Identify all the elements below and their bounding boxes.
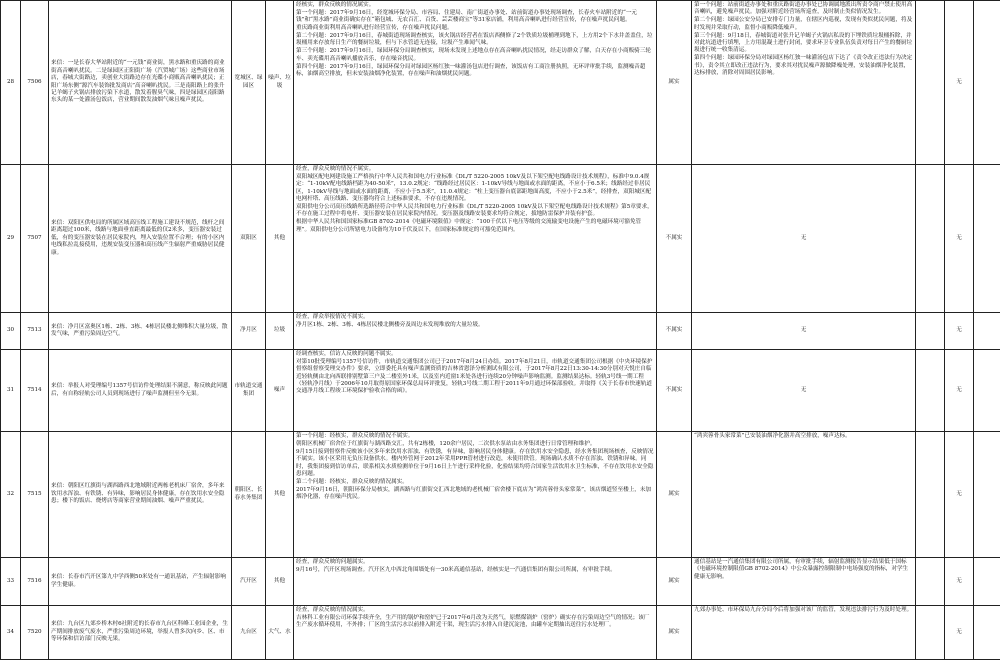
accountability: 无 <box>945 350 974 432</box>
investigation-paragraph: 9月16号，汽开区现场调查。汽开区九中西北角围墙处有一30米高通信基站，经核实是一汽通信集团有限公司所属，有审批手续。 <box>296 567 654 574</box>
empty-cell <box>974 350 1000 432</box>
investigation-paragraph: 第一个问题：2017年9月16日，经宽城环保分局、市容局、住建局、南广街道办事处、站前街道办事处现场调查，长春火车站附近的“一元钱”和“黑水路”商业街确实存在“箱包城、无农百汇、百货、芸芸楼商宝”等31家店铺，利用高音喇叭进行经营宣传，存在噪声扰民问题。 <box>296 10 654 25</box>
empty-cell <box>916 558 945 606</box>
empty-cell <box>974 1 1000 165</box>
pollution-type: 噪声、垃圾 <box>266 1 294 165</box>
handling-result <box>692 350 916 432</box>
handling-paragraph: 第一个问题：站前街道办事处和重庆路街道办事处已协调属地派出所责令商户禁止使用高音喇叭，避免噪声扰民。加强对附近经营场所巡查，及时制止类似情况发生。 <box>694 2 913 17</box>
case-id: 7515 <box>21 432 49 558</box>
investigation-paragraph: 经查，群众反映的情况属实。 <box>296 607 654 614</box>
report-text: 来信：朝阳区红旗街与湖西路西北地域附近两栋老机床厂宿舍，多年来饮用水浑浊、有铁锈、有异味，影响居民身体健康，存在饮用水安全隐患；楼下的饭店、烧烤店等商家营业期间油烟、噪声严重扰民。 <box>49 432 232 558</box>
district: 汽开区 <box>232 558 266 606</box>
investigation-paragraph: 重庆路商业街利用高音喇叭进行经营宣传，存在噪声扰民问题。 <box>296 25 654 32</box>
row-number: 31 <box>1 350 21 432</box>
investigation-paragraph: 朝阳区机械厂宿舍位于红旗街与湖西路交汇，共有2栋楼，120余户居民，二次供水泵站由水务集团进行日常管理和维护。 <box>296 441 654 448</box>
district: 净月区 <box>232 313 266 350</box>
investigation-paragraph: 吉林科工业有限公司环保手续齐全，生产用的锅炉和窑炉已于2017年6月改为天然气，原燃煤锅炉（窑炉）确实存在污染周边空气的情况；该厂生产废水循环使用，不外排；厂区的生活污水以前排入附近干渠，现生活污水排入自建沉淀池，由罐车定期抽出送往污水处理厂。 <box>296 615 654 630</box>
investigation-paragraph: 第四个问题：2017年9月16日，绿园环保分局对绿园区杨红独一味灌汤包店进行调查，该饭店有工商注册执照，无环评审批手续，监测噪音超标，油烟高空排放，但未安装油烟净化装置，存在噪声和油烟扰民问题。 <box>296 64 654 79</box>
handling-result <box>692 432 916 558</box>
case-id: 7516 <box>21 558 49 606</box>
report-text: 来信：一是长春大华站附近的“一元钱”商业街，黑水路和重庆路的商业街高音喇叭扰民。二是绿园区正阳街广场（汽贸城广场）这些商业市场店，春城大街路边，卖创业大街路边存在光碟小商贩高音喇叭扰民；正阳广场东侧“源汽车装饰批发商店”高音喇叭扰民。三是南阳路上的张升记羊蝎子火锅店排放污染下水道，散发着腥臭气味，四是绿园区南阳路东头的某一处灌汤包饭店，营业期间散发油烟气味且噪声扰民。 <box>49 1 232 165</box>
empty-cell <box>974 165 1000 313</box>
empty-cell <box>974 432 1000 558</box>
row-number: 32 <box>1 432 21 558</box>
report-text: 来信：举报人对受理编号1357号信访件处理结果不满意，称反映此问题后，有自称轻轨公司人员到现场进行了噪声监测但至今无果。 <box>49 350 232 432</box>
investigation-paragraph: 经查，群众反映的情况不属实。 <box>296 166 654 173</box>
verdict: 属实 <box>657 606 692 660</box>
investigation-paragraph: 9月15日接到督察件反映该小区多年来饮用水浑浊、有铁锈，有异味，影响居民身体健康。存在饮用水安全隐患，经水务集团现场核查，反映情况不属实。该小区采用无负压设备供水。楼内外管网于2012年采用PPR管材进行改造，未使用铁管。现场确认水质不存在浑浊、铁锈和异味。同时，我集团接到信访单后，联系相关水质检测单位于9月16日上午进行采样化验，化验结果均符合国家生活饮用水卫生标准，不存在饮用水安全隐患问题。 <box>296 449 654 479</box>
empty-cell <box>974 606 1000 660</box>
investigation-result <box>294 606 657 660</box>
empty-cell <box>916 606 945 660</box>
investigation-paragraph: 第一个问题：经核实，群众反映的情况不属实。 <box>296 433 654 440</box>
investigation-paragraph: 经调查核实，信访人反映的问题不属实。 <box>296 351 654 358</box>
handling-result <box>692 1 916 165</box>
empty-cell <box>916 1 945 165</box>
table-row <box>1 165 1000 313</box>
pollution-type: 噪声 <box>266 350 294 432</box>
investigation-paragraph: 根据中华人民共和国国家标准GB 8702-2014《电磁环境限值》中规定：“100千伏以下电压等级的交流输变电设施产生的电磁环境可豁免管理”。双阳供电分公司所辖电力设备均为10千伏及以下，在国家标准规定的可豁免范围内。 <box>296 219 654 234</box>
report-text: 来信：长春市汽开区第九中学西侧50米处有一通讯基站，产生辐射影响学生健康。 <box>49 558 232 606</box>
table-row <box>1 558 1000 606</box>
handling-result <box>692 606 916 660</box>
district: 朝阳区、长春水务集团 <box>232 432 266 558</box>
investigation-paragraph: 2017年9月16日，朝阳环保分局核实，湖西路与红旗街交汇西北地域的老机械厂宿舍楼下底店为“鸿宾蓉骨头家常菜”，该店烟道竖至楼上，未加烟净化器，存在噪声扰民。 <box>296 487 654 502</box>
pollution-type: 其他 <box>266 558 294 606</box>
investigation-result <box>294 432 657 558</box>
accountability: 无 <box>945 558 974 606</box>
empty-cell <box>916 350 945 432</box>
handling-paragraph: 九郊办事处、市环保局九台分局今后将加强对该厂的监管，发现违法排污行为及时处理。 <box>694 607 913 614</box>
investigation-paragraph: 对第10批受理编号1357号信访件，市轨道交通集团公司已于2017年8月24日办结。2017年8月21日，市轨道交通集团公司根据《中央环境保护督察组督察受理交办件》要求，立即委托具有噪声监测资质的吉林省恩泽分析测试有限公司，于2017年8月22日13:30-14:30分别对天悦庄自临近轻轨侧由北向西联排别墅第三户及二楼室外1米，以及室内近窗1米处各进行连续20分钟噪声影响监测。监测结果达标。轻轨3号线一期工程（轻轨净月线）于2006年10月取得原国家环保总局环评批复，轻轨3号线二期工程于2011年9月通过环保部验收。并取得《关于长春市快速轨道交通净月线工程竣工环境保护验收合格的函》。 <box>296 359 654 396</box>
district: 市轨道交通集团 <box>232 350 266 432</box>
row-number: 28 <box>1 1 21 165</box>
investigation-paragraph: 双阳供电分公司高压线路所选路径符合中华人民共和国电力行业标准《DL/T 5220-2005 10kV及以下架空配电线路设计技术规程》第5章要求，不存在施工过程中将电杆、变压器安装在居民家院内情况。变压器及线路安装要求均符合规定，拔地防雷保护并装有护套。 <box>296 204 654 219</box>
handling-result <box>692 165 916 313</box>
case-id: 7507 <box>21 165 49 313</box>
handling-paragraph: 无 <box>694 387 913 394</box>
district: 双阳区 <box>232 165 266 313</box>
handling-paragraph: 无 <box>694 327 913 334</box>
case-id: 7506 <box>21 1 49 165</box>
investigation-result <box>294 350 657 432</box>
verdict: 不属实 <box>657 350 692 432</box>
investigation-paragraph: 第二个问题：2017年9月16日，春城街道现场调查核实，该火锅店经营者在饭店西侧修了2个铁质垃圾桶理到地下，上方用2个下水井盖盖住，垃圾桶用来存放每日生产的餐厨垃圾，但与下水管道无连接，垃圾产生难闻气味。 <box>296 33 654 48</box>
handling-result <box>692 313 916 350</box>
investigation-paragraph: 经查，群众举报情况不属实。 <box>296 314 654 321</box>
empty-cell <box>916 165 945 313</box>
investigation-result <box>294 558 657 606</box>
table-row <box>1 313 1000 350</box>
handling-paragraph: 通信基站是一汽通信集团有限公司所属，有审批手续，辐射监测报告显示结果低于国标《电磁环境控制限值GB 8702-2014》中公众暴露控制限制中电场强度的指标，对学生健康无影响。 <box>694 559 913 581</box>
pollution-type: 大气、水 <box>266 606 294 660</box>
report-text: 来信：双阳区供电局的所属区域高压线工程施工建设不规范，线杆之间距离超过100米，线路与地面垂直距离最低的仅2米多，变压器安装过低，有的变压器安装在居民家院内，埋入安装位置不合理；有的小区内电线私拉乱接使用，违规安装变压器和高压线产生辐射严重威胁居民健康。 <box>49 165 232 313</box>
handling-paragraph: 第四个问题：绿园环保分局对绿园区杨红独一味灌汤包店下达了《责令改正违法行为决定书》，责令其立即改正违法行为，要求其对扰民噪声源做降噪处理，安装油烟净化装置，达标排放，消除对周围居民影响。 <box>694 55 913 77</box>
handling-paragraph: “鸿宾蓉骨头家常菜”已安装油烟净化器并高空排放，噪声达标。 <box>694 433 913 440</box>
pollution-type: 其他 <box>266 432 294 558</box>
report-text: 来信：九台区九郊乡桥木村6社附近的长春市九台区科峰工业园企业，生产期间排放废气废水，严重污染周边环境，举报人曾多次向乡、区、市等环保和信访部门反映无果。 <box>49 606 232 660</box>
pollution-type: 垃圾 <box>266 313 294 350</box>
accountability: 无 <box>945 313 974 350</box>
investigation-paragraph: 净月区1栋、2栋、3栋、4栋居民楼北侧楼旁及周边未发现堆放的大量垃圾。 <box>296 322 654 329</box>
investigation-paragraph: 经核实，群众反映的情况属实。 <box>296 2 654 9</box>
investigation-paragraph: 第三个问题：2017年9月16日，绿园环保分局调查核实，现场未发现上述地点存在高音喇叭扰民情况，经走访群众了解，白天存在小商贩骑三轮车、卖光碟用高音喇叭播放音乐，存在噪音扰民。 <box>296 48 654 63</box>
investigation-paragraph: 第二个问题：经核实，群众反映的情况属实。 <box>296 479 654 486</box>
handling-paragraph: 第二个问题：绿园公安分局已安排专门力量，在辖区内巡视，发现有类似扰民问题，将及时发现并采取行动，监督小商贩降低噪声。 <box>694 17 913 32</box>
row-number: 33 <box>1 558 21 606</box>
row-number: 29 <box>1 165 21 313</box>
accountability: 无 <box>945 606 974 660</box>
report-text: 来信：净月区富奥区1栋、2栋、3栋、4栋居民楼北侧堆积大量垃圾，散发气味，严重污染周边空气。 <box>49 313 232 350</box>
handling-paragraph: 无 <box>694 235 913 242</box>
empty-cell <box>974 558 1000 606</box>
table-row <box>1 350 1000 432</box>
investigation-result <box>294 165 657 313</box>
row-number: 30 <box>1 313 21 350</box>
pollution-type: 其他 <box>266 165 294 313</box>
verdict: 属实 <box>657 432 692 558</box>
case-id: 7513 <box>21 313 49 350</box>
case-id: 7520 <box>21 606 49 660</box>
investigation-paragraph: 经查，群众反映的问题属实。 <box>296 559 654 566</box>
empty-cell <box>916 313 945 350</box>
district: 九台区 <box>232 606 266 660</box>
table-row <box>1 606 1000 660</box>
accountability: 无 <box>945 432 974 558</box>
handling-paragraph: 第三个问题：9月18日，春城街道对张升记羊蝎子火锅店私设的下埋铁质垃圾桶拆除，并对此坑道进行填埋，上方用混凝土进行封闭，要求环卫专业队伍负责对每日产生的餐厨垃圾进行统一收集清运。 <box>694 33 913 55</box>
table-row <box>1 432 1000 558</box>
accountability: 无 <box>945 165 974 313</box>
verdict: 属实 <box>657 558 692 606</box>
table-row <box>1 1 1000 165</box>
investigation-paragraph: 双阳城区配电网建设施工严格执行中华人民共和国电力行业标准《DL/T 5220-2005 10kV及以下架空配电线路设计技术规程》，标准中9.0.4规定：“1-10kV配电线路档距为40-50米”，13.0.2规定：“线路经过居民区：1-10kV导线与地面或水面的距离，不应小于6.5米；线路经过非居民区，1-10kV导线与地面或水面的距离，不应小于5.5米”，11.0.4规定：“柱上变压器台底部距地面高度，不应小于2.5米”，经排查，双阳城区配电网杆塔、高压线路、变压器均符合上述标准要求，不存在违规情况。 <box>296 174 654 204</box>
verdict: 不属实 <box>657 313 692 350</box>
empty-cell <box>974 313 1000 350</box>
accountability: 无 <box>945 1 974 165</box>
case-id: 7514 <box>21 350 49 432</box>
investigation-result <box>294 1 657 165</box>
row-number: 34 <box>1 606 21 660</box>
verdict: 属实 <box>657 1 692 165</box>
district: 宽城区、绿园区 <box>232 1 266 165</box>
handling-result <box>692 558 916 606</box>
verdict: 不属实 <box>657 165 692 313</box>
empty-cell <box>916 432 945 558</box>
investigation-result <box>294 313 657 350</box>
